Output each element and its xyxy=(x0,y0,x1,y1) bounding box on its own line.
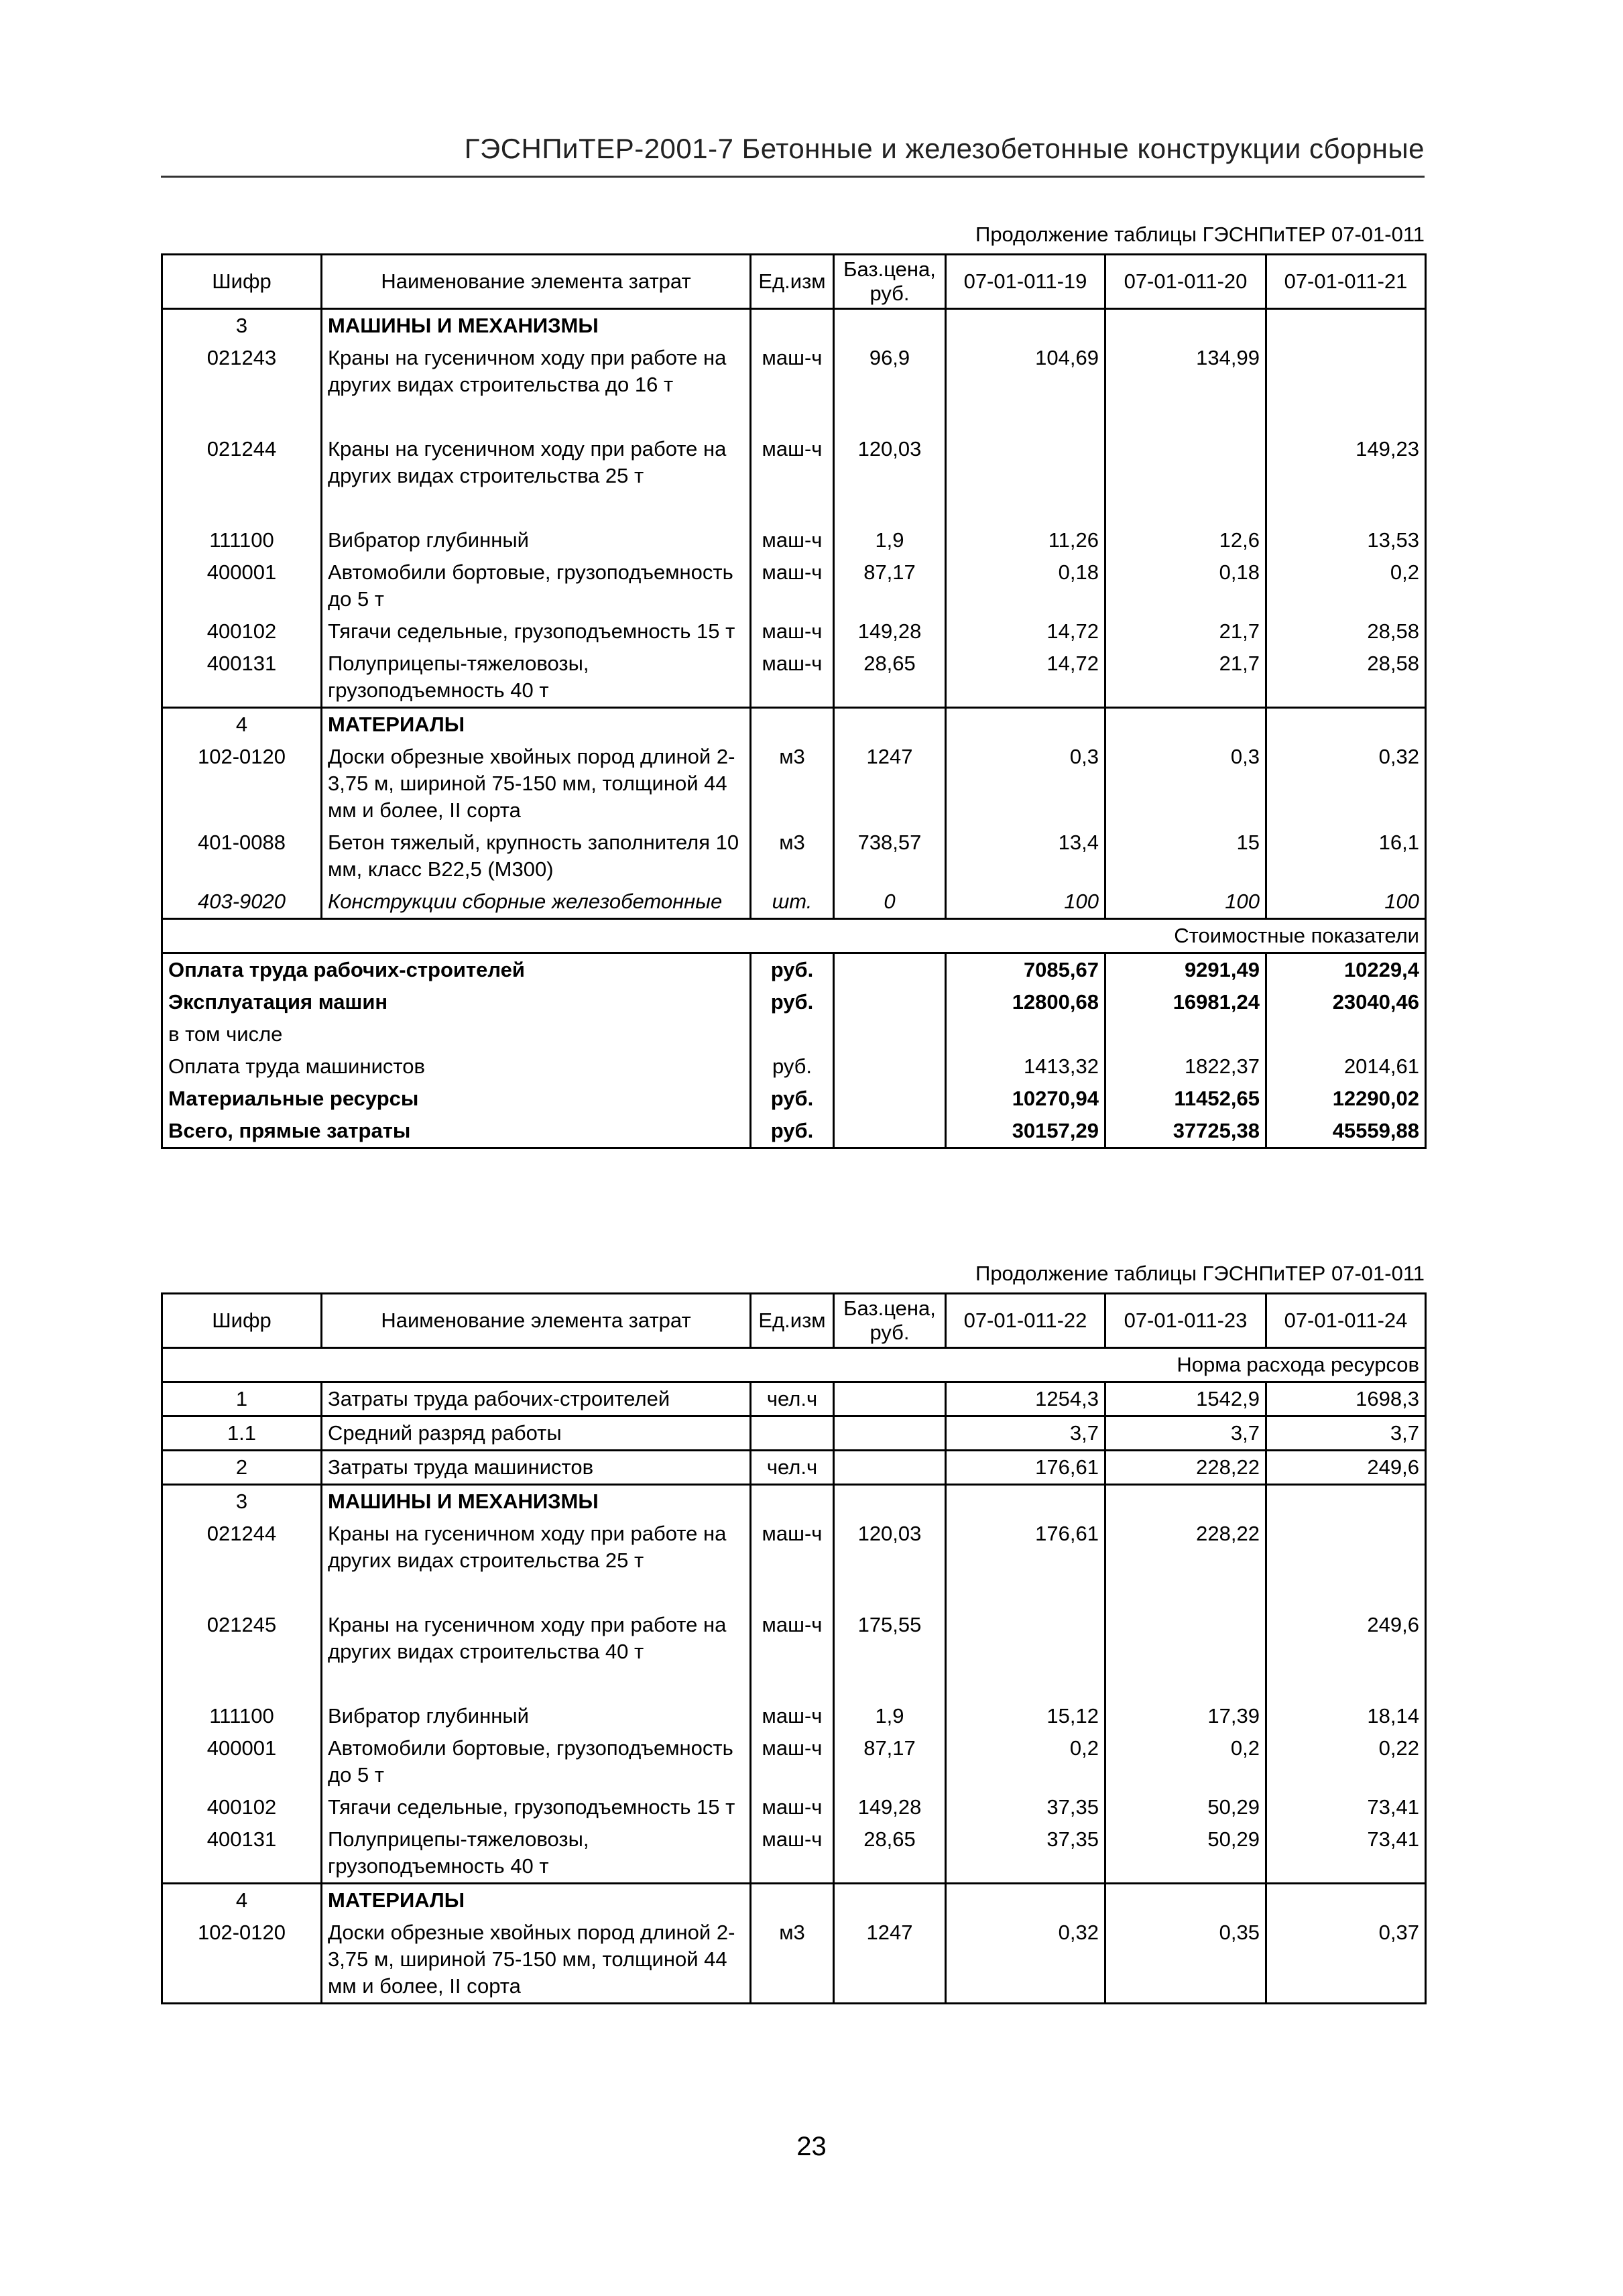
row-value-1: 14,72 xyxy=(946,648,1105,708)
row-value-3 xyxy=(1266,1485,1426,1518)
col-header-code: Шифр xyxy=(162,1294,322,1348)
row-value-3 xyxy=(1266,708,1426,741)
summary-row xyxy=(162,1050,1426,1083)
row-price xyxy=(834,309,946,343)
row-code: 3 xyxy=(162,309,322,343)
row-value-2: 134,99 xyxy=(1105,342,1266,433)
section-row xyxy=(162,309,1426,343)
row-unit: маш-ч xyxy=(751,342,834,433)
row-value-3: 28,58 xyxy=(1266,615,1426,648)
row-name: Тягачи седельные, грузоподъемность 15 т xyxy=(322,615,751,648)
summary-value-1: 10270,94 xyxy=(946,1083,1105,1115)
summary-name: Всего, прямые затраты xyxy=(162,1115,751,1148)
row-name: МАТЕРИАЛЫ xyxy=(322,708,751,741)
cost-indicators-band xyxy=(162,919,1426,953)
row-code: 400001 xyxy=(162,556,322,615)
row-name: МАТЕРИАЛЫ xyxy=(322,1884,751,1917)
row-value-1: 176,61 xyxy=(946,1451,1105,1485)
summary-price-empty xyxy=(834,953,946,987)
row-value-1: 104,69 xyxy=(946,342,1105,433)
row-unit: чел.ч xyxy=(751,1451,834,1485)
row-name: Средний разряд работы xyxy=(322,1416,751,1451)
col-header-norm-2: 07-01-011-20 xyxy=(1105,255,1266,309)
row-code: 400001 xyxy=(162,1732,322,1791)
row-price: 87,17 xyxy=(834,556,946,615)
row-value-3: 0,32 xyxy=(1266,741,1426,827)
summary-name: Материальные ресурсы xyxy=(162,1083,751,1115)
row-value-1: 37,35 xyxy=(946,1823,1105,1884)
row-price: 120,03 xyxy=(834,433,946,524)
row-value-3: 18,14 xyxy=(1266,1700,1426,1732)
row-unit: м3 xyxy=(751,1917,834,2004)
row-name: Автомобили бортовые, грузоподъемность до 5 т xyxy=(322,556,751,615)
row-code: 4 xyxy=(162,1884,322,1917)
row-value-3 xyxy=(1266,309,1426,343)
row-unit: маш-ч xyxy=(751,1823,834,1884)
table-row xyxy=(162,556,1426,615)
row-price: 1,9 xyxy=(834,524,946,556)
row-name: Тягачи седельные, грузоподъемность 15 т xyxy=(322,1791,751,1823)
row-unit: маш-ч xyxy=(751,1518,834,1609)
row-value-1: 0,2 xyxy=(946,1732,1105,1791)
row-value-2 xyxy=(1105,1609,1266,1700)
row-code: 1.1 xyxy=(162,1416,322,1451)
row-unit: маш-ч xyxy=(751,524,834,556)
col-header-norm-3: 07-01-011-21 xyxy=(1266,255,1426,309)
table-row xyxy=(162,433,1426,524)
row-value-2: 21,7 xyxy=(1105,648,1266,708)
table-row xyxy=(162,615,1426,648)
row-name: Затраты труда рабочих-строителей xyxy=(322,1382,751,1416)
summary-value-3: 10229,4 xyxy=(1266,953,1426,987)
row-price: 87,17 xyxy=(834,1732,946,1791)
row-value-1: 176,61 xyxy=(946,1518,1105,1609)
col-header-unit: Ед.изм xyxy=(751,255,834,309)
row-value-3: 13,53 xyxy=(1266,524,1426,556)
row-name: Краны на гусеничном ходу при работе на других видах строительства 40 т xyxy=(322,1609,751,1700)
summary-name: Оплата труда рабочих-строителей xyxy=(162,953,751,987)
summary-row xyxy=(162,986,1426,1018)
row-name: МАШИНЫ И МЕХАНИЗМЫ xyxy=(322,1485,751,1518)
row-value-1: 3,7 xyxy=(946,1416,1105,1451)
row-price xyxy=(834,1451,946,1485)
row-value-2: 3,7 xyxy=(1105,1416,1266,1451)
summary-row xyxy=(162,1115,1426,1148)
table1-continuation-label: Продолжение таблицы ГЭСНПиТЕР 07-01-011 xyxy=(975,223,1425,246)
summary-unit: руб. xyxy=(751,953,834,987)
row-value-2: 0,2 xyxy=(1105,1732,1266,1791)
row-value-3 xyxy=(1266,1518,1426,1609)
row-value-2 xyxy=(1105,1884,1266,1917)
row-price: 28,65 xyxy=(834,648,946,708)
row-unit: м3 xyxy=(751,741,834,827)
table-row xyxy=(162,1791,1426,1823)
row-value-1: 14,72 xyxy=(946,615,1105,648)
summary-row xyxy=(162,1018,1426,1050)
row-value-1 xyxy=(946,1609,1105,1700)
row-value-3: 73,41 xyxy=(1266,1791,1426,1823)
row-code: 4 xyxy=(162,708,322,741)
summary-value-2: 37725,38 xyxy=(1105,1115,1266,1148)
summary-value-1: 1413,32 xyxy=(946,1050,1105,1083)
summary-value-1: 30157,29 xyxy=(946,1115,1105,1148)
row-price: 1,9 xyxy=(834,1700,946,1732)
cost-indicators-label: Стоимостные показатели xyxy=(162,919,1426,953)
summary-unit: руб. xyxy=(751,1083,834,1115)
row-value-1: 13,4 xyxy=(946,827,1105,886)
row-unit: маш-ч xyxy=(751,1732,834,1791)
table-row xyxy=(162,1518,1426,1609)
row-value-2: 50,29 xyxy=(1105,1823,1266,1884)
row-value-2: 0,18 xyxy=(1105,556,1266,615)
col-header-norm-2: 07-01-011-23 xyxy=(1105,1294,1266,1348)
row-value-1 xyxy=(946,708,1105,741)
summary-value-3 xyxy=(1266,1018,1426,1050)
table-row xyxy=(162,741,1426,827)
row-value-3: 249,6 xyxy=(1266,1609,1426,1700)
row-price: 96,9 xyxy=(834,342,946,433)
row-value-1: 100 xyxy=(946,886,1105,919)
section-row xyxy=(162,708,1426,741)
table-row xyxy=(162,1416,1426,1451)
summary-unit: руб. xyxy=(751,1050,834,1083)
row-name: Бетон тяжелый, крупность заполнителя 10 мм, класс В22,5 (М300) xyxy=(322,827,751,886)
summary-value-3: 12290,02 xyxy=(1266,1083,1426,1115)
row-name: Автомобили бортовые, грузоподъемность до 5 т xyxy=(322,1732,751,1791)
row-name: Краны на гусеничном ходу при работе на других видах строительства до 16 т xyxy=(322,342,751,433)
row-price: 738,57 xyxy=(834,827,946,886)
summary-value-2: 9291,49 xyxy=(1105,953,1266,987)
row-value-1: 0,32 xyxy=(946,1917,1105,2004)
table-row xyxy=(162,1823,1426,1884)
row-value-1 xyxy=(946,433,1105,524)
row-name: Полуприцепы-тяжеловозы, грузоподъемность 40 т xyxy=(322,648,751,708)
col-header-unit: Ед.изм xyxy=(751,1294,834,1348)
row-code: 111100 xyxy=(162,524,322,556)
page-number: 23 xyxy=(796,2132,827,2161)
row-value-2: 100 xyxy=(1105,886,1266,919)
row-unit xyxy=(751,309,834,343)
row-code: 102-0120 xyxy=(162,741,322,827)
row-price: 175,55 xyxy=(834,1609,946,1700)
row-code: 400102 xyxy=(162,615,322,648)
summary-price-empty xyxy=(834,1115,946,1148)
row-name: Вибратор глубинный xyxy=(322,524,751,556)
summary-value-3: 45559,88 xyxy=(1266,1115,1426,1148)
row-value-2: 12,6 xyxy=(1105,524,1266,556)
row-unit xyxy=(751,708,834,741)
row-code: 400102 xyxy=(162,1791,322,1823)
row-unit: маш-ч xyxy=(751,615,834,648)
summary-value-2: 1822,37 xyxy=(1105,1050,1266,1083)
summary-value-1 xyxy=(946,1018,1105,1050)
row-name: Вибратор глубинный xyxy=(322,1700,751,1732)
row-value-2: 228,22 xyxy=(1105,1451,1266,1485)
row-value-3: 28,58 xyxy=(1266,648,1426,708)
row-unit xyxy=(751,1416,834,1451)
row-value-1 xyxy=(946,309,1105,343)
summary-unit: руб. xyxy=(751,1115,834,1148)
summary-unit: руб. xyxy=(751,986,834,1018)
row-unit: маш-ч xyxy=(751,1609,834,1700)
row-unit: маш-ч xyxy=(751,433,834,524)
summary-value-3: 2014,61 xyxy=(1266,1050,1426,1083)
col-header-norm-1: 07-01-011-19 xyxy=(946,255,1105,309)
section-row xyxy=(162,1485,1426,1518)
row-price: 120,03 xyxy=(834,1518,946,1609)
summary-name: в том числе xyxy=(162,1018,751,1050)
row-price: 28,65 xyxy=(834,1823,946,1884)
row-unit: маш-ч xyxy=(751,1700,834,1732)
table-row xyxy=(162,886,1426,919)
table-row xyxy=(162,1917,1426,2004)
table-row xyxy=(162,827,1426,886)
row-value-2 xyxy=(1105,1485,1266,1518)
row-unit: маш-ч xyxy=(751,556,834,615)
row-value-2: 50,29 xyxy=(1105,1791,1266,1823)
row-code: 111100 xyxy=(162,1700,322,1732)
row-value-2: 1542,9 xyxy=(1105,1382,1266,1416)
summary-value-2: 11452,65 xyxy=(1105,1083,1266,1115)
resource-norm-label: Норма расхода ресурсов xyxy=(162,1348,1426,1382)
table-row xyxy=(162,648,1426,708)
row-name: Полуприцепы-тяжеловозы, грузоподъемность 40 т xyxy=(322,1823,751,1884)
row-code: 3 xyxy=(162,1485,322,1518)
col-header-price: Баз.цена, руб. xyxy=(834,1294,946,1348)
row-value-2: 15 xyxy=(1105,827,1266,886)
row-price: 149,28 xyxy=(834,1791,946,1823)
row-value-1 xyxy=(946,1485,1105,1518)
row-value-1: 11,26 xyxy=(946,524,1105,556)
resource-norm-band xyxy=(162,1348,1426,1382)
row-price xyxy=(834,1382,946,1416)
row-value-1: 15,12 xyxy=(946,1700,1105,1732)
row-price: 0 xyxy=(834,886,946,919)
row-value-3: 3,7 xyxy=(1266,1416,1426,1451)
col-header-norm-1: 07-01-011-22 xyxy=(946,1294,1105,1348)
summary-price-empty xyxy=(834,1050,946,1083)
row-name: Конструкции сборные железобетонные xyxy=(322,886,751,919)
table-row xyxy=(162,1451,1426,1485)
summary-price-empty xyxy=(834,1083,946,1115)
col-header-code: Шифр xyxy=(162,255,322,309)
row-value-2 xyxy=(1105,309,1266,343)
header-rule xyxy=(161,176,1425,178)
table-row xyxy=(162,342,1426,433)
row-code: 401-0088 xyxy=(162,827,322,886)
row-value-3: 0,37 xyxy=(1266,1917,1426,2004)
row-price xyxy=(834,1416,946,1451)
summary-name: Эксплуатация машин xyxy=(162,986,751,1018)
row-unit: шт. xyxy=(751,886,834,919)
row-code: 021244 xyxy=(162,1518,322,1609)
row-value-3: 73,41 xyxy=(1266,1823,1426,1884)
col-header-price: Баз.цена, руб. xyxy=(834,255,946,309)
table-header-row xyxy=(162,1294,1426,1348)
row-name: Краны на гусеничном ходу при работе на других видах строительства 25 т xyxy=(322,1518,751,1609)
table-row xyxy=(162,1732,1426,1791)
summary-row xyxy=(162,953,1426,987)
row-name: Доски обрезные хвойных пород длиной 2-3,75 м, шириной 75-150 мм, толщиной 44 мм и более, II сорта xyxy=(322,741,751,827)
row-value-3: 0,2 xyxy=(1266,556,1426,615)
row-value-2: 0,3 xyxy=(1105,741,1266,827)
resource-table-2 xyxy=(161,1292,1427,2004)
row-value-3: 149,23 xyxy=(1266,433,1426,524)
table-row xyxy=(162,1700,1426,1732)
row-price: 1247 xyxy=(834,1917,946,2004)
row-unit xyxy=(751,1884,834,1917)
table-header-row xyxy=(162,255,1426,309)
row-value-3 xyxy=(1266,1884,1426,1917)
summary-unit xyxy=(751,1018,834,1050)
row-unit: маш-ч xyxy=(751,1791,834,1823)
page-header-title: ГЭСНПиТЕР-2001-7 Бетонные и железобетонные конструкции сборные xyxy=(464,133,1425,164)
row-price: 149,28 xyxy=(834,615,946,648)
row-value-1: 0,18 xyxy=(946,556,1105,615)
summary-value-2: 16981,24 xyxy=(1105,986,1266,1018)
row-code: 102-0120 xyxy=(162,1917,322,2004)
row-unit: чел.ч xyxy=(751,1382,834,1416)
section-row xyxy=(162,1884,1426,1917)
row-value-3: 249,6 xyxy=(1266,1451,1426,1485)
row-value-3 xyxy=(1266,342,1426,433)
summary-value-1: 7085,67 xyxy=(946,953,1105,987)
row-unit: м3 xyxy=(751,827,834,886)
row-value-1 xyxy=(946,1884,1105,1917)
row-unit: маш-ч xyxy=(751,648,834,708)
row-value-3: 16,1 xyxy=(1266,827,1426,886)
row-name: Затраты труда машинистов xyxy=(322,1451,751,1485)
row-price xyxy=(834,1485,946,1518)
row-name: Доски обрезные хвойных пород длиной 2-3,75 м, шириной 75-150 мм, толщиной 44 мм и более, II сорта xyxy=(322,1917,751,2004)
resource-table-1 xyxy=(161,253,1427,1149)
table2-continuation-label: Продолжение таблицы ГЭСНПиТЕР 07-01-011 xyxy=(975,1262,1425,1285)
row-value-2 xyxy=(1105,708,1266,741)
row-price xyxy=(834,708,946,741)
row-value-1: 0,3 xyxy=(946,741,1105,827)
row-value-3: 0,22 xyxy=(1266,1732,1426,1791)
table-row xyxy=(162,1609,1426,1700)
row-price: 1247 xyxy=(834,741,946,827)
summary-price-empty xyxy=(834,1018,946,1050)
row-code: 400131 xyxy=(162,1823,322,1884)
summary-row xyxy=(162,1083,1426,1115)
row-value-1: 37,35 xyxy=(946,1791,1105,1823)
summary-value-2 xyxy=(1105,1018,1266,1050)
summary-price-empty xyxy=(834,986,946,1018)
row-value-2: 17,39 xyxy=(1105,1700,1266,1732)
row-value-3: 1698,3 xyxy=(1266,1382,1426,1416)
row-value-3: 100 xyxy=(1266,886,1426,919)
row-price xyxy=(834,1884,946,1917)
col-header-name: Наименование элемента затрат xyxy=(322,1294,751,1348)
row-code: 400131 xyxy=(162,648,322,708)
summary-value-3: 23040,46 xyxy=(1266,986,1426,1018)
row-unit xyxy=(751,1485,834,1518)
table-row xyxy=(162,524,1426,556)
row-value-2: 228,22 xyxy=(1105,1518,1266,1609)
row-code: 2 xyxy=(162,1451,322,1485)
col-header-name: Наименование элемента затрат xyxy=(322,255,751,309)
summary-value-1: 12800,68 xyxy=(946,986,1105,1018)
row-value-2 xyxy=(1105,433,1266,524)
row-name: Краны на гусеничном ходу при работе на других видах строительства 25 т xyxy=(322,433,751,524)
row-value-1: 1254,3 xyxy=(946,1382,1105,1416)
row-code: 021245 xyxy=(162,1609,322,1700)
row-value-2: 21,7 xyxy=(1105,615,1266,648)
summary-name: Оплата труда машинистов xyxy=(162,1050,751,1083)
row-code: 021243 xyxy=(162,342,322,433)
row-value-2: 0,35 xyxy=(1105,1917,1266,2004)
table-row xyxy=(162,1382,1426,1416)
row-code: 021244 xyxy=(162,433,322,524)
col-header-norm-3: 07-01-011-24 xyxy=(1266,1294,1426,1348)
row-name: МАШИНЫ И МЕХАНИЗМЫ xyxy=(322,309,751,343)
row-code: 1 xyxy=(162,1382,322,1416)
row-code: 403-9020 xyxy=(162,886,322,919)
